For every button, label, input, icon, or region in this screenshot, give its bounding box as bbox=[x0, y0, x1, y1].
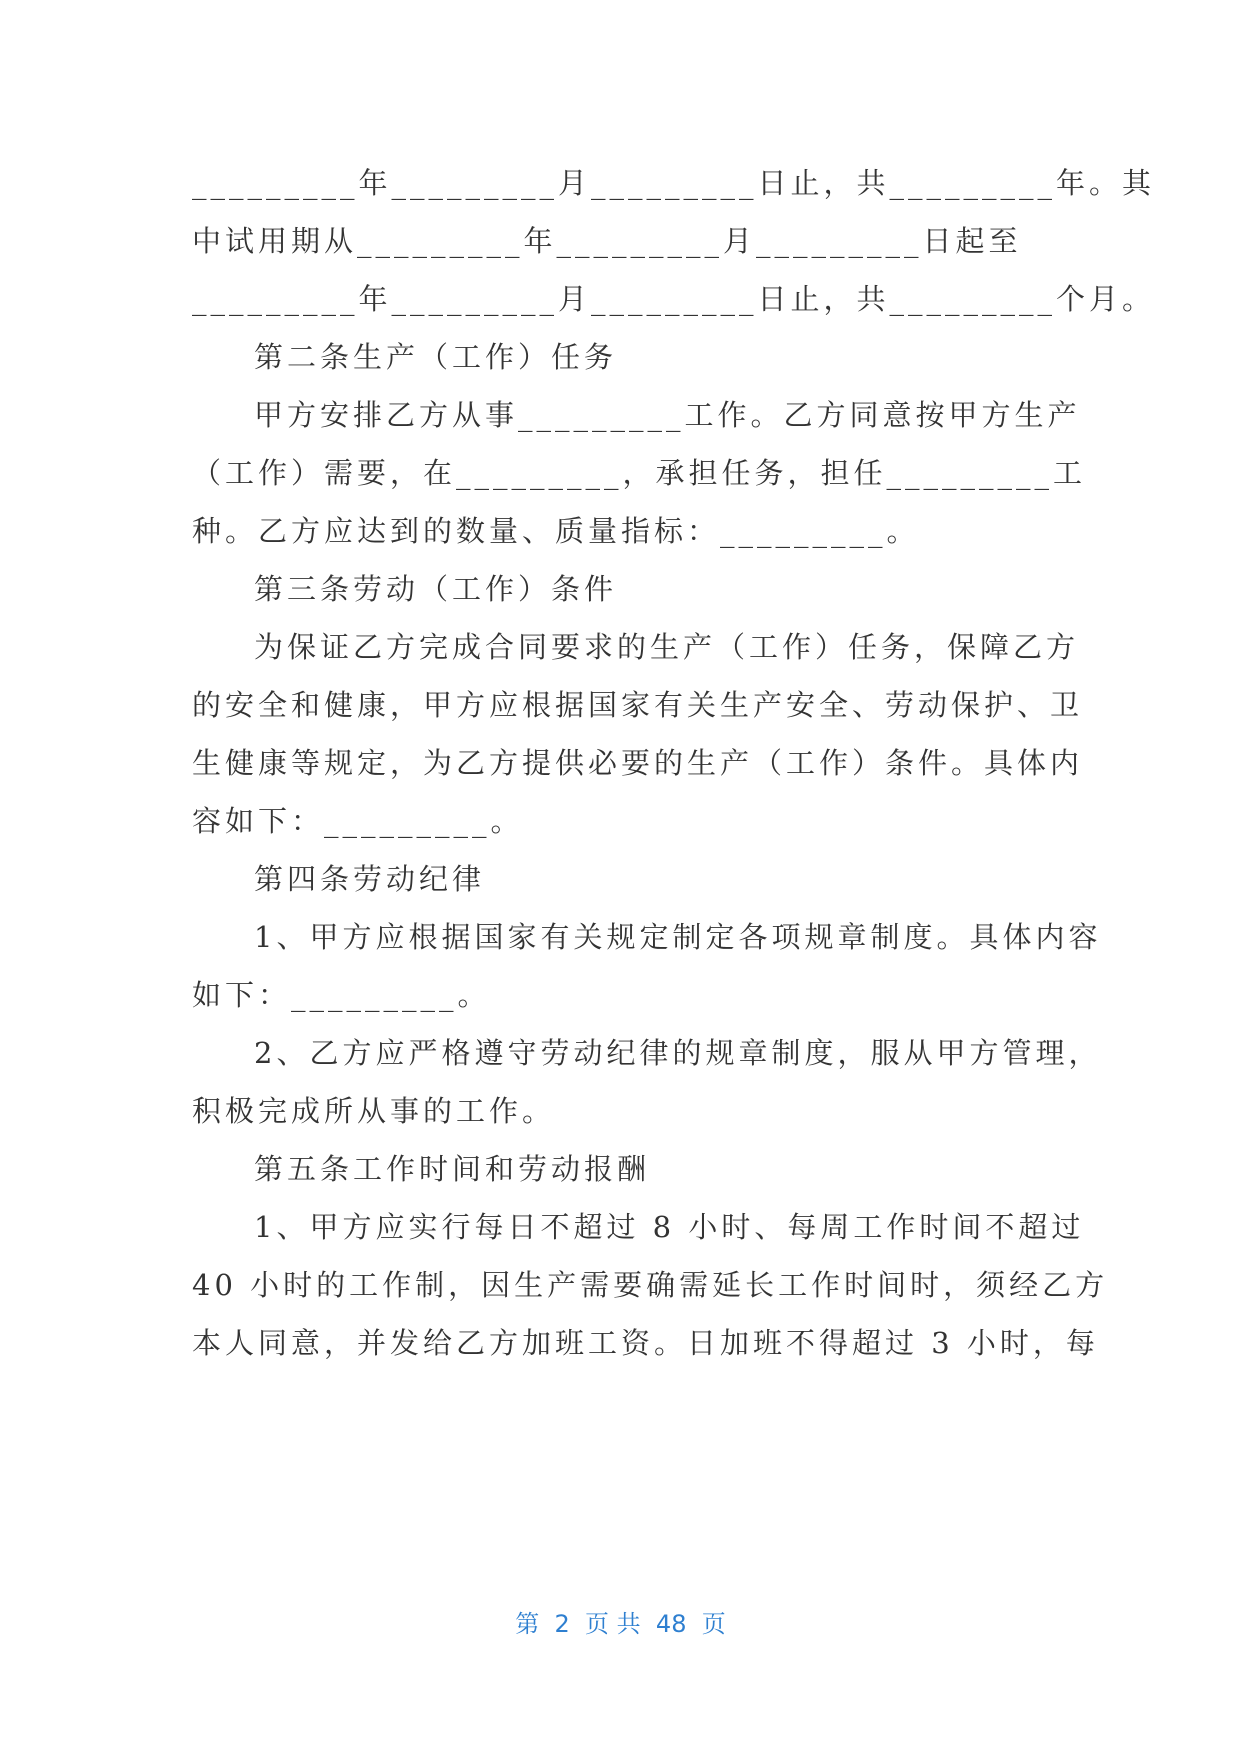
article-heading: 第五条工作时间和劳动报酬 bbox=[254, 1152, 651, 1186]
contract-text-line: 为保证乙方完成合同要求的生产（工作）任务，保障乙方 bbox=[254, 630, 1080, 664]
contract-text-line: 容如下：_________。 bbox=[192, 804, 524, 838]
contract-text-line: 40 小时的工作制，因生产需要确需延长工作时间时，须经乙方 bbox=[192, 1268, 1109, 1302]
contract-text-line: 1、甲方应根据国家有关规定制定各项规章制度。具体内容 bbox=[254, 920, 1102, 954]
contract-text-line: 2、乙方应严格遵守劳动纪律的规章制度，服从甲方管理， bbox=[254, 1036, 1102, 1070]
page-number-footer: 第 2 页 共 48 页 bbox=[515, 1610, 726, 1638]
contract-text-line: _________年_________月_________日止，共_________年。其 bbox=[192, 166, 1156, 200]
contract-text-line: （工作）需要，在_________，承担任务，担任_________工 bbox=[192, 456, 1087, 490]
contract-text-line: 生健康等规定，为乙方提供必要的生产（工作）条件。具体内 bbox=[192, 746, 1084, 780]
contract-text-line: _________年_________月_________日止，共_________个月。 bbox=[192, 282, 1156, 316]
contract-text-line: 如下：_________。 bbox=[192, 978, 491, 1012]
contract-text-line: 积极完成所从事的工作。 bbox=[192, 1094, 556, 1128]
contract-text-line: 中试用期从_________年_________月_________日起至 bbox=[192, 224, 1022, 258]
contract-text-line: 的安全和健康，甲方应根据国家有关生产安全、劳动保护、卫 bbox=[192, 688, 1084, 722]
article-heading: 第二条生产（工作）任务 bbox=[254, 340, 618, 374]
contract-text-line: 种。乙方应达到的数量、质量指标：_________。 bbox=[192, 514, 920, 548]
contract-text-line: 甲方安排乙方从事_________工作。乙方同意按甲方生产 bbox=[254, 398, 1081, 432]
article-heading: 第四条劳动纪律 bbox=[254, 862, 486, 896]
article-heading: 第三条劳动（工作）条件 bbox=[254, 572, 618, 606]
contract-text-line: 1、甲方应实行每日不超过 8 小时、每周工作时间不超过 bbox=[254, 1210, 1085, 1244]
contract-text-line: 本人同意，并发给乙方加班工资。日加班不得超过 3 小时，每 bbox=[192, 1326, 1099, 1360]
